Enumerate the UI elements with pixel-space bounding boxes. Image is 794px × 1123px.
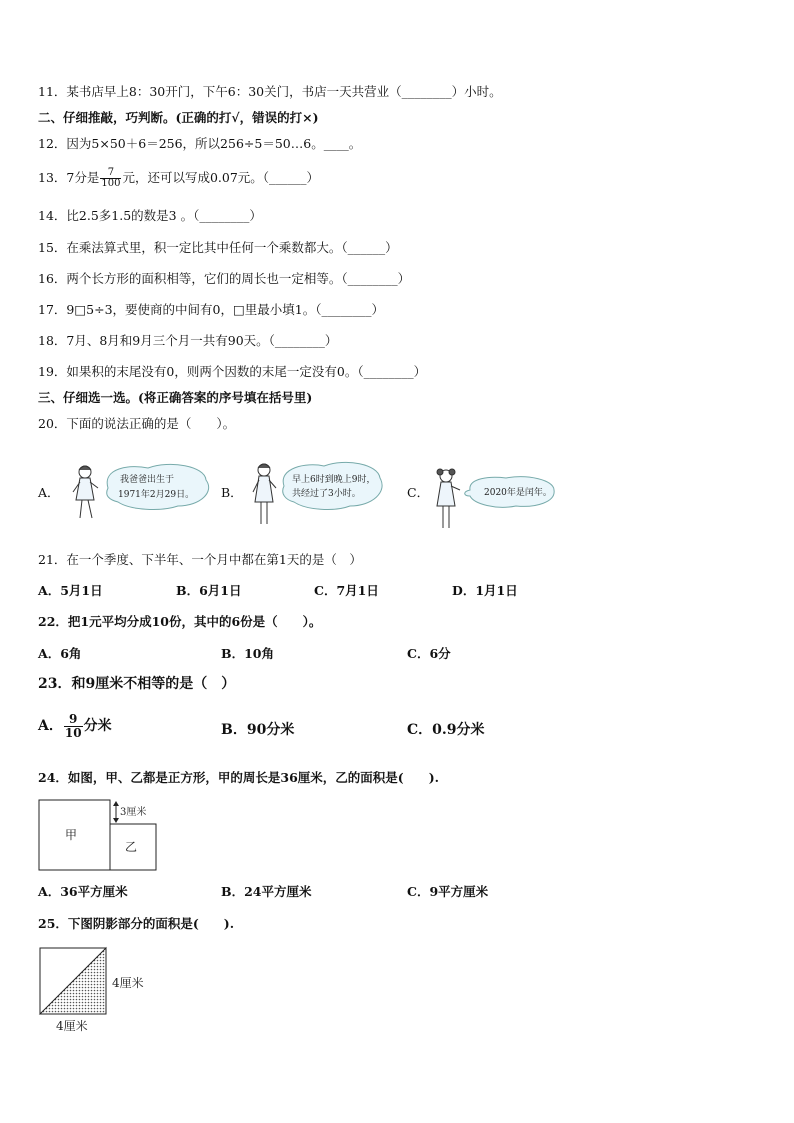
q22-option-c: C．6分 xyxy=(407,646,451,661)
q20-option-a-label: A． xyxy=(38,485,60,500)
question-11: 11．某书店早上8：30开门，下午6：30关门，书店一天共营业（________）小时。 xyxy=(38,84,502,99)
q21-option-d: D．1月1日 xyxy=(452,583,518,598)
girl-icon xyxy=(437,469,460,528)
q21-option-c: C．7月1日 xyxy=(314,583,379,598)
q13-fraction xyxy=(100,168,121,189)
label-right-4cm: 4厘米 xyxy=(112,976,144,990)
question-15: 15．在乘法算式里，积一定比其中任何一个乘数都大。（______） xyxy=(38,240,398,255)
question-14: 14．比2.5多1.5的数是3 。（________） xyxy=(38,208,262,223)
label-jia: 甲 xyxy=(65,828,78,842)
girl-icon xyxy=(73,466,98,518)
question-23-stem: 23．和9厘米不相等的是（ ） xyxy=(38,676,236,692)
question-12: 12．因为5×50＋6＝256，所以256÷5＝50…6。____。 xyxy=(38,136,362,151)
q20-option-b-figure xyxy=(250,458,390,530)
question-20-stem: 20．下面的说法正确的是（ ）。 xyxy=(38,416,236,431)
question-18: 18．7月、8月和9月三个月一共有90天。（________） xyxy=(38,333,338,348)
q20-option-c-figure xyxy=(432,466,562,534)
arrow-down-icon xyxy=(113,818,119,823)
q23-a-numerator: 9 xyxy=(64,713,83,727)
section-3-heading: 三、仔细选一选。(将正确答案的序号填在括号里) xyxy=(38,390,313,405)
question-22-stem: 22．把1元平均分成10份，其中的6份是（ ）。 xyxy=(38,614,322,629)
section-2-heading: 二、仔细推敲，巧判断。(正确的打√，错误的打×) xyxy=(38,110,319,125)
question-13 xyxy=(38,166,319,190)
q24-option-c: C．9平方厘米 xyxy=(407,884,489,899)
speech-bubble xyxy=(107,464,209,509)
q22-option-a: A．6角 xyxy=(38,646,82,661)
q24-option-b: B．24平方厘米 xyxy=(221,884,312,899)
q23-a-fraction xyxy=(64,713,83,740)
speech-bubble xyxy=(283,462,382,509)
question-25-stem: 25．下图阴影部分的面积是( ). xyxy=(38,916,235,931)
q20-option-a-figure xyxy=(70,460,215,525)
arrow-up-icon xyxy=(113,801,119,806)
question-16: 16．两个长方形的面积相等，它们的周长也一定相等。（________） xyxy=(38,271,411,286)
question-24-stem: 24．如图，甲、乙都是正方形，甲的周长是36厘米，乙的面积是( ). xyxy=(38,770,439,785)
question-17: 17．9□5÷3，要使商的中间有0，□里最小填1。（________） xyxy=(38,302,385,317)
q21-option-a: A．5月1日 xyxy=(38,583,103,598)
q20-c-bubble-line1: 2020年是闰年。 xyxy=(484,488,552,498)
q13-numerator: 7 xyxy=(100,168,121,179)
q13-pre: 13．7分是 xyxy=(38,170,100,185)
q23-a-unit: 分米 xyxy=(83,718,112,734)
q23-option-a xyxy=(38,712,112,740)
q25-figure xyxy=(36,944,156,1036)
label-3cm: 3厘米 xyxy=(120,807,147,818)
q21-option-b: B．6月1日 xyxy=(176,583,242,598)
q20-b-bubble-line2: 共经过了3小时。 xyxy=(292,489,361,499)
label-bottom-4cm: 4厘米 xyxy=(56,1019,88,1033)
q13-post: 元，还可以写成0.07元。（______） xyxy=(122,170,320,185)
q23-option-c: C．0.9分米 xyxy=(407,722,485,738)
q23-a-denominator: 10 xyxy=(64,725,82,740)
q20-b-bubble-line1: 早上6时到晚上9时， xyxy=(292,475,376,485)
q24-option-a: A．36平方厘米 xyxy=(38,884,128,899)
girl-icon xyxy=(253,464,276,524)
q23-option-b: B．90分米 xyxy=(221,722,295,738)
q23-a-prefix: A． xyxy=(38,718,63,734)
q24-figure xyxy=(36,798,166,872)
question-19: 19．如果积的末尾没有0，则两个因数的末尾一定没有0。（________） xyxy=(38,364,427,379)
label-yi: 乙 xyxy=(125,840,138,854)
q20-a-bubble-line2: 1971年2月29日。 xyxy=(118,490,195,500)
q20-option-c-label: C． xyxy=(407,485,430,500)
question-21-stem: 21．在一个季度、下半年、一个月中都在第1天的是（ ） xyxy=(38,552,362,567)
q20-option-b-label: B． xyxy=(221,485,243,500)
q20-a-bubble-line1: 我爸爸出生于 xyxy=(120,475,175,485)
q13-denominator: 100 xyxy=(101,178,121,189)
q22-option-b: B．10角 xyxy=(221,646,274,661)
